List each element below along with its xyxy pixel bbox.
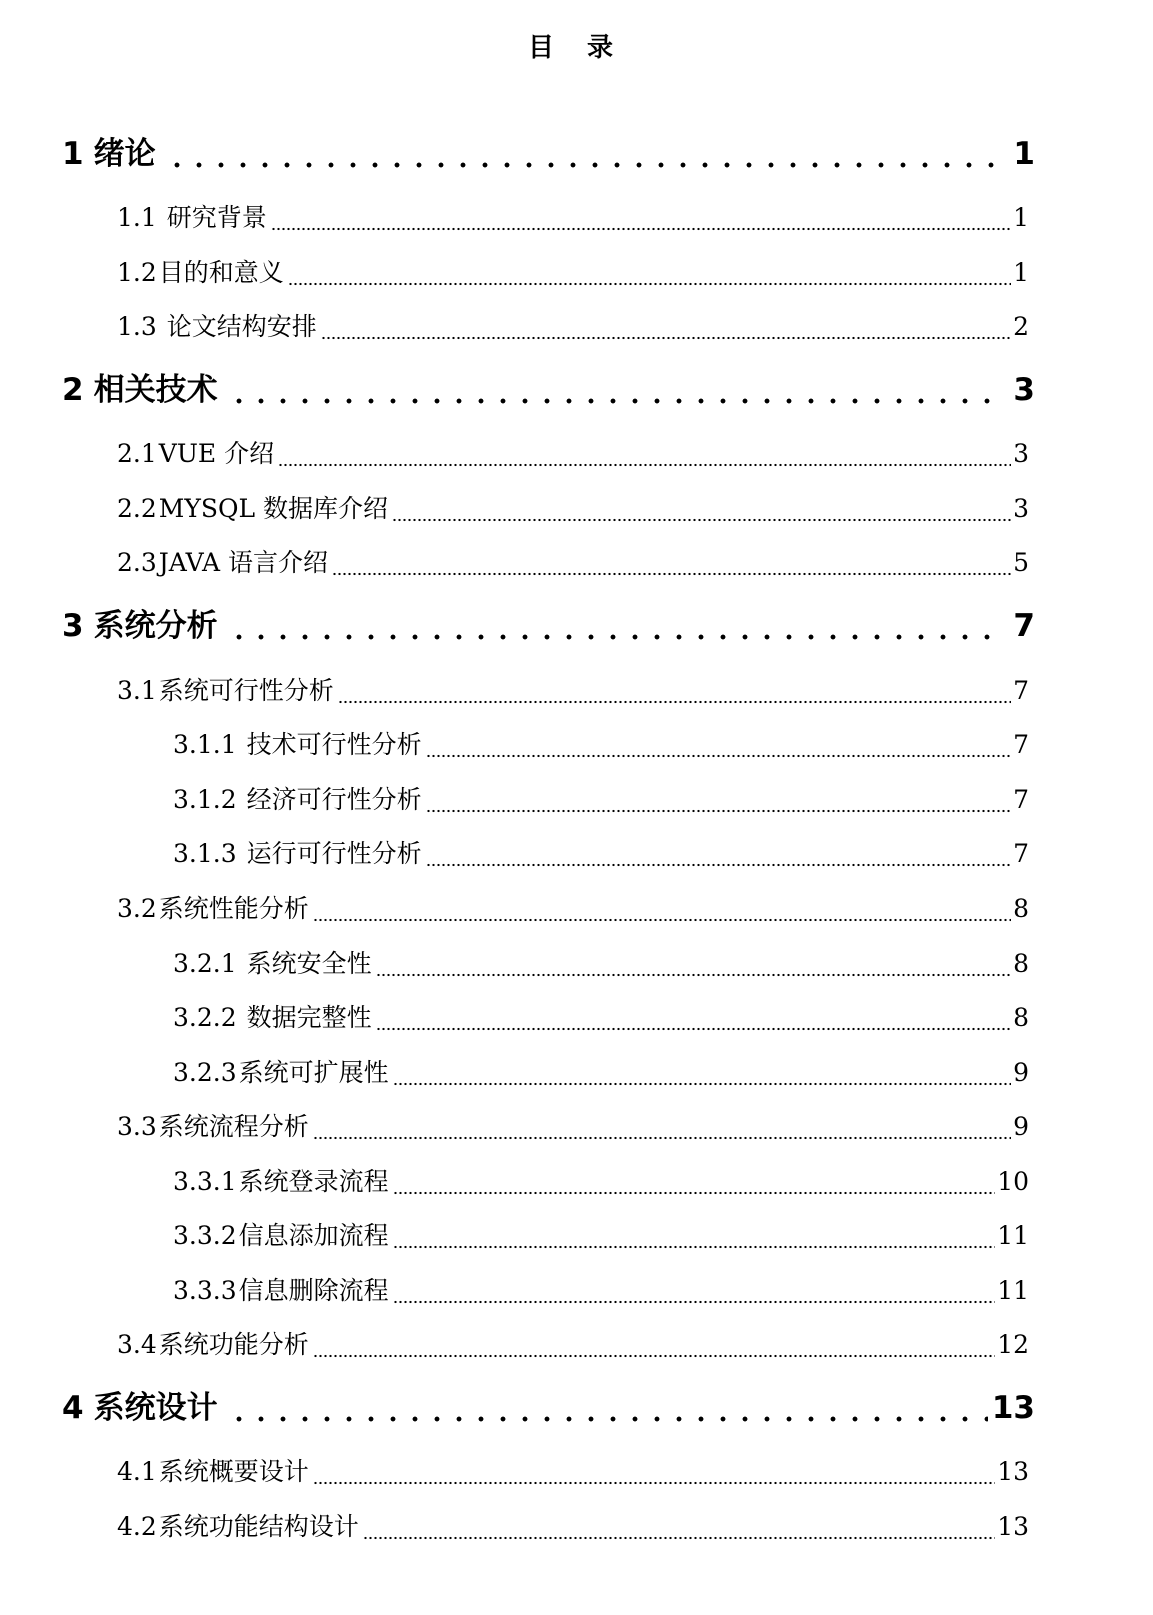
entry-page-number: 3 (1013, 372, 1035, 408)
entry-page-number: 2 (1013, 312, 1029, 341)
entry-page-number: 12 (997, 1330, 1029, 1359)
entry-title: MYSQL 数据库介绍 (158, 494, 389, 523)
entry-number: 3.1.2 (173, 785, 237, 814)
toc-entry-3-1-2[interactable] (173, 780, 1029, 820)
toc-entry-3-1[interactable] (117, 671, 1029, 711)
dot-leader (224, 362, 997, 418)
entry-page-number: 7 (1013, 608, 1035, 644)
entry-number: 3.2.1 (173, 949, 237, 978)
entry-number: 3.1 (117, 676, 157, 705)
dot-leader (224, 598, 997, 654)
dot-leader (313, 1107, 1011, 1147)
entry-title: 论文结构安排 (166, 312, 317, 341)
entry-page-number: 7 (1013, 676, 1029, 705)
dot-leader (393, 1162, 996, 1202)
entry-number: 1 (62, 136, 84, 172)
entry-number: 3.3 (117, 1112, 157, 1141)
entry-title: 运行可行性分析 (246, 839, 422, 868)
entry-number: 2 (62, 372, 84, 408)
toc-entry-4-1[interactable] (117, 1452, 1029, 1492)
entry-title: 经济可行性分析 (246, 785, 422, 814)
entry-page-number: 3 (1013, 494, 1029, 523)
entry-page-number: 8 (1013, 949, 1029, 978)
dot-leader (392, 489, 1011, 529)
toc-entry-3-3[interactable] (117, 1107, 1029, 1147)
toc-entry-1-2[interactable] (117, 253, 1029, 293)
entry-page-number: 13 (991, 1390, 1035, 1426)
entry-title: 系统可行性分析 (158, 676, 334, 705)
entry-page-number: 1 (1013, 203, 1029, 232)
toc-entry-3-1-3[interactable] (173, 834, 1029, 874)
toc-entry-3-2-1[interactable] (173, 944, 1029, 984)
dot-leader (426, 725, 1011, 765)
entry-page-number: 9 (1013, 1058, 1029, 1087)
entry-title: 系统概要设计 (158, 1457, 309, 1486)
entry-title: 信息删除流程 (238, 1276, 389, 1305)
dot-leader (224, 1380, 988, 1436)
entry-number: 3.2.3 (173, 1058, 237, 1087)
toc-entry-3-4[interactable] (117, 1325, 1029, 1365)
toc-entry-4-2[interactable] (117, 1507, 1029, 1547)
entry-title: 系统安全性 (246, 949, 372, 978)
entry-page-number: 11 (997, 1221, 1029, 1250)
entry-title: 技术可行性分析 (246, 730, 422, 759)
entry-number: 1.1 (117, 203, 157, 232)
toc-entry-chapter-3[interactable] (62, 598, 1035, 654)
dot-leader (288, 253, 1011, 293)
toc-entry-3-2-2[interactable] (173, 998, 1029, 1038)
dot-leader (376, 998, 1011, 1038)
entry-title: JAVA 语言介绍 (158, 548, 328, 577)
entry-number: 2.2 (117, 494, 157, 523)
dot-leader (393, 1271, 996, 1311)
entry-title: 绪论 (93, 136, 156, 172)
dot-leader (313, 1452, 995, 1492)
toc-entry-1-3[interactable] (117, 307, 1029, 347)
entry-page-number: 7 (1013, 730, 1029, 759)
entry-page-number: 11 (997, 1276, 1029, 1305)
toc-entry-chapter-4[interactable] (62, 1380, 1035, 1436)
dot-leader (278, 434, 1011, 474)
entry-number: 3.4 (117, 1330, 157, 1359)
dot-leader (426, 780, 1011, 820)
dot-leader (376, 944, 1011, 984)
toc-entry-3-2[interactable] (117, 889, 1029, 929)
toc-entry-2-2[interactable] (117, 489, 1029, 529)
entry-title: VUE 介绍 (158, 439, 275, 468)
entry-page-number: 9 (1013, 1112, 1029, 1141)
dot-leader (313, 889, 1011, 929)
dot-leader (393, 1216, 996, 1256)
entry-number: 4 (62, 1390, 84, 1426)
entry-page-number: 10 (997, 1167, 1029, 1196)
entry-number: 2.1 (117, 439, 157, 468)
toc-entry-chapter-2[interactable] (62, 362, 1035, 418)
entry-page-number: 1 (1013, 136, 1035, 172)
entry-title: 系统设计 (93, 1390, 218, 1426)
dot-leader (393, 1053, 1011, 1093)
entry-title: 系统可扩展性 (238, 1058, 389, 1087)
entry-title: 信息添加流程 (238, 1221, 389, 1250)
toc-entry-2-1[interactable] (117, 434, 1029, 474)
entry-number: 4.2 (117, 1512, 157, 1541)
entry-page-number: 7 (1013, 839, 1029, 868)
entry-title: 相关技术 (93, 372, 218, 408)
toc-entry-2-3[interactable] (117, 543, 1029, 583)
entry-number: 2.3 (117, 548, 157, 577)
entry-number: 3.1.3 (173, 839, 237, 868)
entry-page-number: 7 (1013, 785, 1029, 814)
entry-number: 1.2 (117, 258, 157, 287)
dot-leader (321, 307, 1011, 347)
toc-entry-3-3-3[interactable] (173, 1271, 1029, 1311)
toc-entry-3-2-3[interactable] (173, 1053, 1029, 1093)
entry-number: 1.3 (117, 312, 157, 341)
entry-title: 目的和意义 (158, 258, 284, 287)
entry-number: 4.1 (117, 1457, 157, 1486)
entry-page-number: 1 (1013, 258, 1029, 287)
toc-entry-3-1-1[interactable] (173, 725, 1029, 765)
entry-number: 3.3.2 (173, 1221, 237, 1250)
toc-entry-3-3-1[interactable] (173, 1162, 1029, 1202)
dot-leader (162, 126, 997, 182)
entry-number: 3.3.1 (173, 1167, 237, 1196)
dot-leader (313, 1325, 995, 1365)
entry-page-number: 8 (1013, 894, 1029, 923)
entry-number: 3.2 (117, 894, 157, 923)
dot-leader (271, 198, 1011, 238)
dot-leader (332, 543, 1011, 583)
entry-page-number: 13 (997, 1512, 1029, 1541)
toc-entry-3-3-2[interactable] (173, 1216, 1029, 1256)
entry-title: 系统登录流程 (238, 1167, 389, 1196)
entry-title: 系统流程分析 (158, 1112, 309, 1141)
dot-leader (426, 834, 1011, 874)
entry-page-number: 13 (997, 1457, 1029, 1486)
entry-title: 研究背景 (166, 203, 267, 232)
entry-number: 3.2.2 (173, 1003, 237, 1032)
entry-number: 3 (62, 608, 84, 644)
toc-entry-chapter-1[interactable] (62, 126, 1035, 182)
entry-page-number: 8 (1013, 1003, 1029, 1032)
entry-title: 系统分析 (93, 608, 218, 644)
entry-page-number: 3 (1013, 439, 1029, 468)
entry-title: 系统功能结构设计 (158, 1512, 359, 1541)
toc-title: 目 录 (527, 33, 626, 63)
entry-title: 系统性能分析 (158, 894, 309, 923)
dot-leader (338, 671, 1011, 711)
entry-title: 数据完整性 (246, 1003, 372, 1032)
entry-number: 3.3.3 (173, 1276, 237, 1305)
toc-entry-1-1[interactable] (117, 198, 1029, 238)
entry-number: 3.1.1 (173, 730, 237, 759)
entry-title: 系统功能分析 (158, 1330, 309, 1359)
entry-page-number: 5 (1013, 548, 1029, 577)
dot-leader (363, 1507, 995, 1547)
